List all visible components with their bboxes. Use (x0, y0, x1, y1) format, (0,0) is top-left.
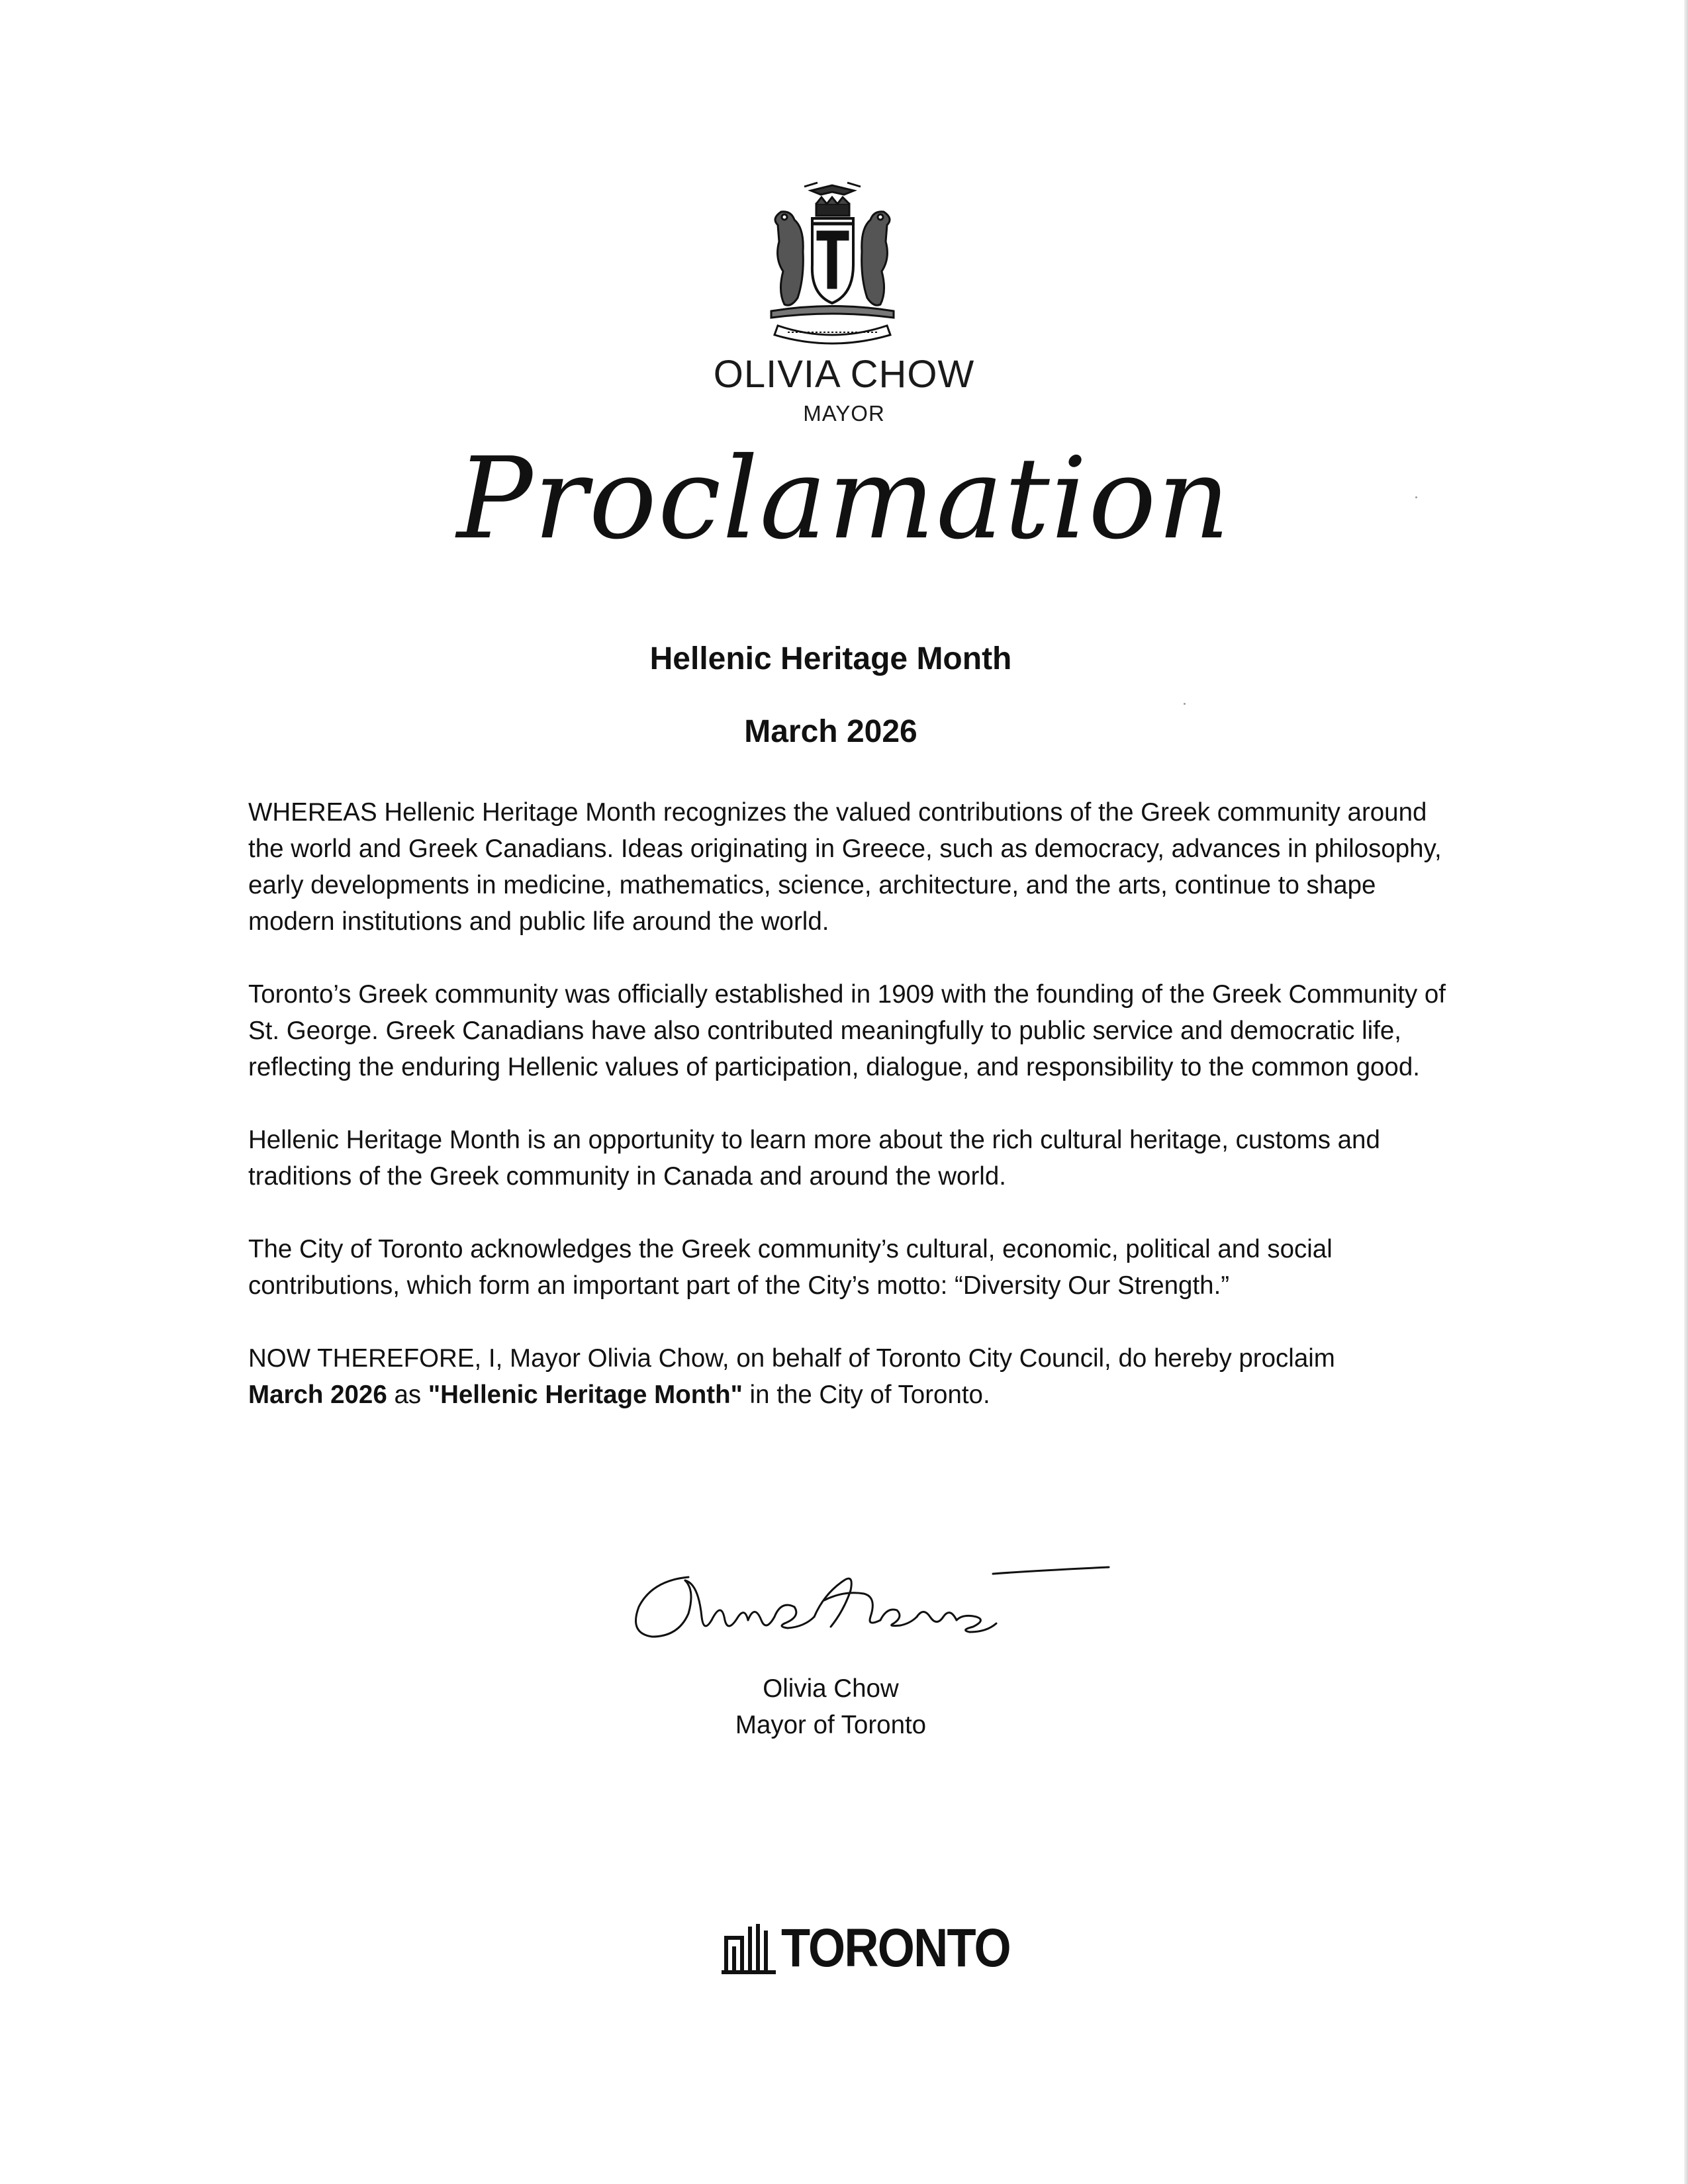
proclaim-paragraph (248, 1340, 1446, 1413)
proclamation-date: March 2026 (744, 714, 917, 749)
opportunity-paragraph: Hellenic Heritage Month is an opportunity to learn more about the rich cultural heritage, customs and traditions of the Greek community in Canada and around the world. (248, 1126, 1380, 1191)
signer-name: Olivia Chow (763, 1674, 899, 1703)
proclaim-as: as (387, 1381, 428, 1409)
mayor-name: OLIVIA CHOW (713, 353, 975, 396)
scan-speck (1184, 703, 1186, 705)
proclaim-date: March 2026 (248, 1381, 387, 1409)
proclamation-body (248, 794, 1446, 1449)
history-paragraph: Toronto’s Greek community was officially established in 1909 with the founding of the Greek Community of St. George. Greek Canadians have also contributed meaningfully to public service and democratic life, reflecting the enduring Hellenic values of participation, dialogue, and responsibility to the common good. (248, 980, 1446, 1081)
proclaim-end: in the City of Toronto. (742, 1381, 990, 1409)
city-of-toronto-coat-of-arms-icon (758, 179, 907, 347)
scan-edge (1684, 0, 1688, 2184)
toronto-logo (722, 1916, 1010, 1979)
proclamation-title: Hellenic Heritage Month (649, 641, 1012, 676)
proclaim-name: "Hellenic Heritage Month" (428, 1381, 743, 1409)
acknowledgement-paragraph: The City of Toronto acknowledges the Greek community’s cultural, economic, political and social contributions, which form an important part of the City’s motto: “Diversity Our Strength.” (248, 1235, 1333, 1300)
whereas-paragraph: WHEREAS Hellenic Heritage Month recognizes the valued contributions of the Greek community around the world and Greek Canadians. Ideas originating in Greece, such as democracy, advances in philosophy, early developments in medicine, mathematics, science, architecture, and the arts, continue to shape modern institutions and public life around the world. (248, 798, 1442, 936)
proclaim-intro: NOW THEREFORE, I, Mayor Olivia Chow, on behalf of Toronto City Council, do hereby proclaim (248, 1344, 1335, 1373)
handwritten-signature-icon (626, 1554, 1115, 1653)
signer-title: Mayor of Toronto (735, 1711, 927, 1739)
mayor-title: MAYOR (803, 401, 885, 426)
document-type-heading: Proclamation (456, 433, 1231, 565)
toronto-city-hall-logo-icon (722, 1921, 778, 1974)
toronto-wordmark: TORONTO (781, 1918, 1010, 1978)
